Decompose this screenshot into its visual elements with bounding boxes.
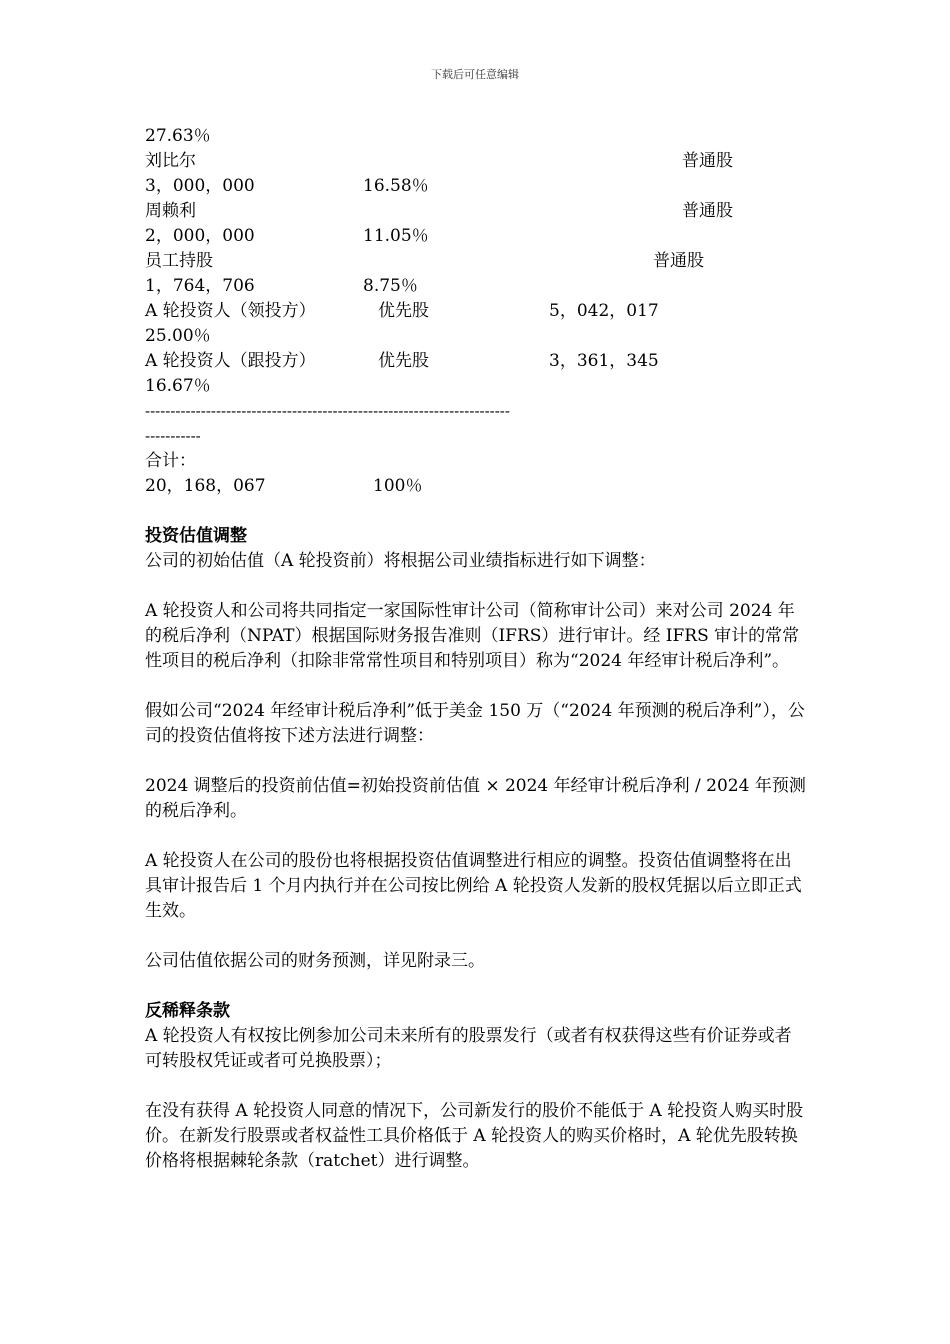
shareholder-name: 员工持股	[145, 251, 213, 271]
table-row	[145, 149, 825, 174]
share-pct: 11.05％	[363, 226, 429, 246]
table-row	[145, 249, 825, 274]
table-row	[145, 224, 825, 249]
share-pct: 16.58％	[363, 176, 429, 196]
shareholder-name: 周赖利	[145, 201, 196, 221]
valuation-paragraph-audit: A 轮投资人和公司将共同指定一家国际性审计公司（简称审计公司）来对公司 2024 年的税后净利（NPAT）根据国际财务报告准则（IFRS）进行审计。经 IFRS 审计的常常性项目的税后净利（扣除非常常性项目和特别项目）称为“2024 年经审计税后净利”。	[145, 601, 800, 671]
total-shares: 20，168，067	[145, 476, 266, 496]
share-count: 3，361，345	[549, 351, 659, 371]
valuation-paragraph-condition: 假如公司“2024 年经审计税后净利”低于美金 150 万（“2024 年预测的税后净利”），公司的投资估值将按下述方法进行调整：	[145, 701, 805, 746]
antidilution-paragraph-rights: A 轮投资人有权按比例参加公司未来所有的股票发行（或者有权获得这些有价证券或者可转股权凭证或者可兑换股票）；	[145, 1026, 792, 1071]
share-pct: 8.75％	[363, 276, 418, 296]
table-row	[145, 174, 825, 199]
shareholder-name: A 轮投资人（跟投方）	[145, 351, 316, 371]
shareholder-name: 刘比尔	[145, 151, 196, 171]
shareholder-name: A 轮投资人（领投方）	[145, 301, 316, 321]
share-type: 普通股	[682, 201, 733, 221]
share-pct: 16.67％	[145, 376, 211, 396]
share-type: 普通股	[653, 251, 704, 271]
share-type: 优先股	[378, 351, 429, 371]
page-header: 下载后可任意编辑	[431, 68, 519, 81]
share-pct: 25.00％	[145, 326, 211, 346]
table-row	[145, 349, 825, 374]
valuation-paragraph-shares: A 轮投资人在公司的股份也将根据投资估值调整进行相应的调整。投资估值调整将在出具审计报告后 1 个月内执行并在公司按比例给 A 轮投资人发新的股权凭据以后立即正式生效。	[145, 851, 802, 921]
total-pct: 100％	[373, 476, 423, 496]
share-count: 1，764，706	[145, 276, 255, 296]
share-count: 5，042，017	[549, 301, 659, 321]
table-separator: ------------------------------------------------------------------------	[145, 402, 510, 420]
section-title-antidilution: 反稀释条款	[145, 1001, 230, 1021]
share-count: 2，000，000	[145, 226, 255, 246]
document-body	[145, 124, 825, 1174]
valuation-intro: 公司的初始估值（A 轮投资前）将根据公司业绩指标进行如下调整：	[145, 551, 656, 571]
share-type: 普通股	[682, 151, 733, 171]
valuation-formula: 2024 调整后的投资前估值=初始投资前估值 × 2024 年经审计税后净利 / 2024 年预测的税后净利。	[145, 776, 806, 821]
share-type: 优先股	[378, 301, 429, 321]
share-count: 3，000，000	[145, 176, 255, 196]
table-row	[145, 199, 825, 224]
table-row	[145, 274, 825, 299]
table-top-pct: 27.63％	[145, 126, 211, 146]
table-row-total	[145, 474, 825, 499]
antidilution-paragraph-ratchet: 在没有获得 A 轮投资人同意的情况下，公司新发行的股价不能低于 A 轮投资人购买时股价。在新发行股票或者权益性工具价格低于 A 轮投资人的购买价格时，A 轮优先股转换价格将根据棘轮条款（ratchet）进行调整。	[145, 1101, 804, 1171]
valuation-paragraph-forecast: 公司估值依据公司的财务预测，详见附录三。	[145, 951, 485, 971]
total-label: 合计：	[145, 451, 196, 471]
table-separator: -----------	[145, 427, 201, 445]
table-row	[145, 299, 825, 324]
section-title-valuation: 投资估值调整	[145, 526, 247, 546]
